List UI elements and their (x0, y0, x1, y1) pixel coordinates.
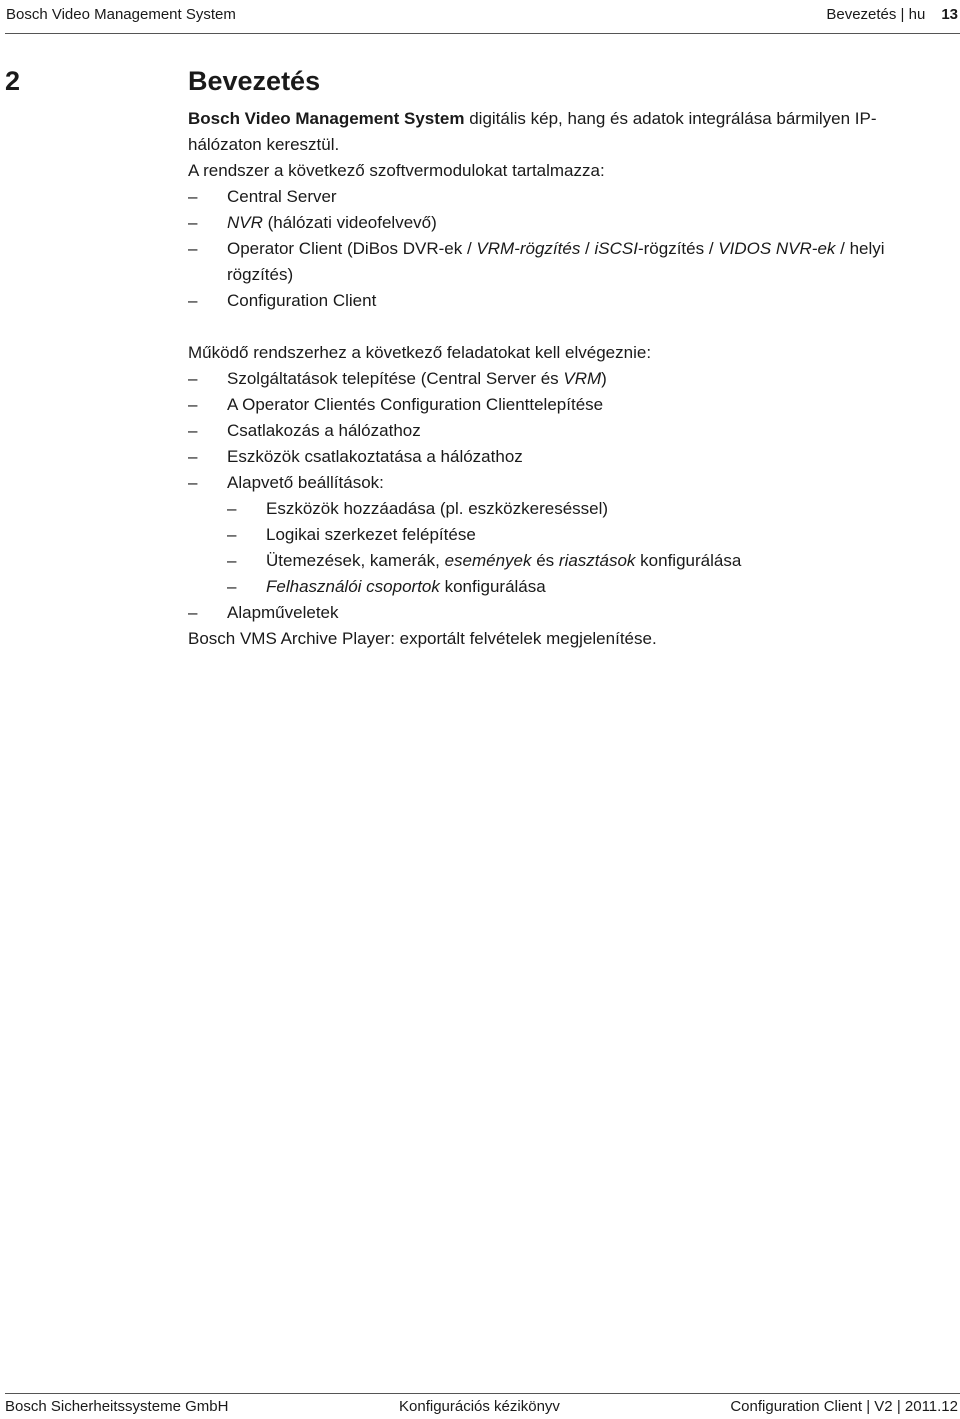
chapter-number: 2 (5, 66, 21, 96)
list-item (188, 288, 928, 314)
setting-schedules-events: események (444, 551, 532, 570)
task-services-close: ) (601, 369, 607, 388)
setting-add-devices: Eszközök hozzáadása (pl. eszközkereséssel) (266, 499, 609, 518)
module-central-server: Central Server (227, 187, 337, 206)
footer-company: Bosch Sicherheitssysteme GmbH (5, 1398, 229, 1415)
dash-bullet: – (188, 213, 198, 232)
dash-bullet: – (188, 239, 198, 258)
task-connect-network: Csatlakozás a hálózathoz (227, 421, 421, 440)
intro-paragraph (188, 106, 928, 158)
page-header (5, 0, 960, 34)
tasks-lead: Működő rendszerhez a következő feladatokat kell elvégeznie: (188, 343, 652, 362)
dash-bullet: – (188, 603, 198, 622)
list-item (227, 496, 928, 522)
module-nvr-term: NVR (227, 213, 263, 232)
dash-bullet: – (188, 291, 198, 310)
dash-bullet: – (227, 499, 237, 518)
page-footer (5, 1393, 960, 1419)
dash-bullet: – (188, 473, 198, 492)
module-operator-text-4: / helyi rögzítés) (227, 239, 885, 284)
dash-bullet: – (227, 551, 237, 570)
basic-settings-list (227, 496, 928, 600)
header-product-name: Bosch Video Management System (6, 6, 236, 23)
list-item (188, 236, 928, 288)
header-section (826, 6, 958, 23)
dash-bullet: – (227, 525, 237, 544)
footer-version: Configuration Client | V2 | 2011.12 (730, 1398, 958, 1415)
module-operator-text-3: -rögzítés / (637, 239, 719, 258)
dash-bullet: – (188, 447, 198, 466)
list-item (188, 444, 928, 470)
list-item (188, 184, 928, 210)
dash-bullet: – (188, 187, 198, 206)
intro-text: digitális kép, hang és adatok integrálása bármilyen IP-hálózaton keresztül. (188, 109, 877, 154)
setting-schedules-alarms: riasztások (558, 551, 636, 570)
setting-schedules-text-1: Ütemezések, kamerák, (266, 551, 445, 570)
task-basic-operations: Alapműveletek (227, 603, 339, 622)
modules-list (188, 184, 928, 314)
dash-bullet: – (188, 421, 198, 440)
list-item (188, 418, 928, 444)
setting-user-groups-term: Felhasználói csoportok (266, 577, 440, 596)
setting-user-groups-text: konfigurálása (439, 577, 546, 596)
footer-document-title: Konfigurációs kézikönyv (399, 1398, 560, 1415)
setting-schedules-text-2: és (531, 551, 559, 570)
setting-schedules-text-3: konfigurálása (635, 551, 742, 570)
chapter-title: Bevezetés (188, 66, 321, 96)
module-operator-vidos: VIDOS NVR-ek (718, 239, 836, 258)
list-item (188, 600, 928, 626)
chapter-body (188, 106, 928, 652)
module-operator-iscsi: iSCSI (594, 239, 638, 258)
module-nvr-desc: (hálózati videofelvevő) (262, 213, 437, 232)
module-config-client: Configuration Client (227, 291, 377, 310)
list-item (227, 574, 928, 600)
intro-product-name: Bosch Video Management System (188, 109, 465, 128)
archive-player-paragraph: Bosch VMS Archive Player: exportált felvételek megjelenítése. (188, 629, 657, 648)
list-item (188, 210, 928, 236)
module-operator-text-1: Operator Client (DiBos DVR-ek / (227, 239, 477, 258)
header-section-label: Bevezetés | hu (826, 6, 926, 23)
list-item (227, 522, 928, 548)
modules-lead: A rendszer a következő szoftvermodulokat tartalmazza: (188, 161, 605, 180)
tasks-list (188, 366, 928, 626)
task-basic-settings: Alapvető beállítások: (227, 473, 384, 492)
list-item (227, 548, 928, 574)
dash-bullet: – (227, 577, 237, 596)
list-item (188, 392, 928, 418)
list-item (188, 366, 928, 392)
list-item (188, 470, 928, 600)
task-services-vrm: VRM (563, 369, 602, 388)
task-connect-devices: Eszközök csatlakoztatása a hálózathoz (227, 447, 523, 466)
dash-bullet: – (188, 395, 198, 414)
page-number: 13 (941, 6, 958, 23)
task-install-clients: A Operator Clientés Configuration Clienttelepítése (227, 395, 604, 414)
dash-bullet: – (188, 369, 198, 388)
module-operator-text-2: / (580, 239, 595, 258)
module-operator-vrm: VRM-rögzítés (476, 239, 581, 258)
task-services-text: Szolgáltatások telepítése (Central Server és (227, 369, 564, 388)
setting-logical-tree: Logikai szerkezet felépítése (266, 525, 476, 544)
